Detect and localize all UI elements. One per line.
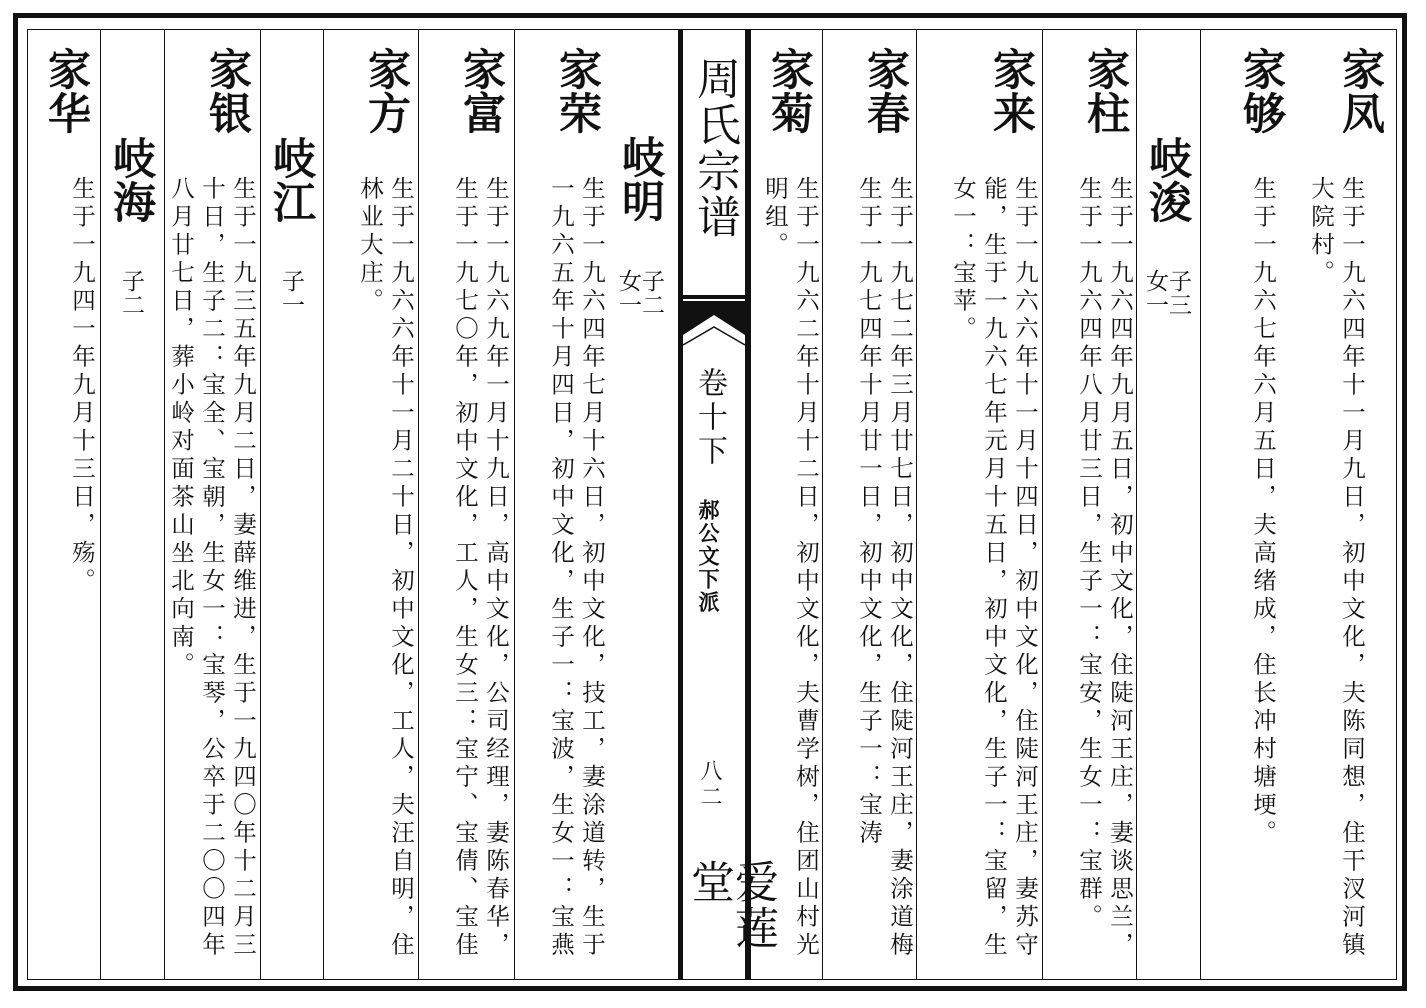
text-line: 生于一九七四年十月廿一日，初中文化，生子一：宝涛 [855, 176, 883, 848]
entry-text [165, 176, 258, 960]
text-line: 生于一九六四年七月十六日，初中文化，技工，妻涂道转，生于 [578, 176, 606, 960]
entry-jiazhu [1042, 29, 1136, 980]
entry-jiarong [514, 29, 610, 980]
entry-text [853, 176, 915, 960]
volume-label: 卷十下 [692, 367, 727, 469]
text-line: 大院村。 [1307, 176, 1335, 288]
text-line: 明组。 [761, 176, 789, 260]
text-line: 生于一九六七年六月五日，夫高绪成，住长冲村塘埂。 [1249, 176, 1277, 848]
text-line: 能，生于一九六七年元月十五日，初中文化，生子一：宝留，生 [980, 176, 1008, 960]
spine-rule-right [745, 29, 750, 980]
text-line: 十日，生子二：宝全、宝朝，生女一：宝琴，公卒于二〇〇四年 [198, 176, 226, 960]
entry-text [545, 176, 607, 960]
children-note [279, 269, 302, 317]
note-line: 女一 [1142, 269, 1168, 317]
entry-jiafang [323, 29, 418, 980]
text-line: 生于一九六四年十一月九日，初中文化，夫陈同想，住干汊河镇 [1338, 176, 1366, 960]
text-line: 林业大庄。 [356, 176, 384, 316]
entry-text [354, 176, 416, 960]
entry-text [66, 176, 97, 596]
entry-text [1247, 176, 1278, 848]
book-title: 周氏宗谱 [689, 56, 740, 240]
entry-jialai [916, 29, 1042, 980]
entry-qiming [610, 29, 678, 980]
text-line: 生于一九四一年九月十三日，殇。 [68, 176, 96, 596]
text-line: 女一：宝苹。 [949, 176, 977, 344]
text-line: 生于一九六六年十一月二十日，初中文化，工人，夫汪自明，住 [387, 176, 415, 960]
person-name: 家菊 [764, 47, 814, 135]
entry-jiahua [27, 29, 100, 980]
hall-name: 爱莲堂 [683, 859, 778, 951]
text-line: 生于一九六四年八月廿三日，生子一：宝安，生女一：宝群。 [1075, 176, 1103, 932]
children-note [1143, 269, 1189, 317]
person-name: 家柱 [1080, 47, 1130, 135]
generation-name: 岐江 [266, 136, 316, 224]
person-name: 家够 [1236, 47, 1286, 135]
fish-tail-mark-icon [678, 295, 750, 375]
note-line: 子二 [118, 269, 144, 317]
entry-qijiang [260, 29, 323, 980]
generation-name: 岐浚 [1142, 136, 1192, 224]
entry-text [1073, 176, 1135, 960]
entry-jiaju [750, 29, 822, 980]
note-line: 子二 [638, 269, 664, 317]
entry-jiachun [822, 29, 916, 980]
text-line: 生于一九六六年十一月十四日，初中文化，住陡河王庄，妻苏守 [1011, 176, 1039, 960]
entry-jiagou [1200, 29, 1294, 980]
entry-qihai [100, 29, 164, 980]
entry-qijun [1136, 29, 1200, 980]
note-line: 子三 [1165, 269, 1191, 317]
person-name: 家方 [361, 47, 411, 135]
entry-jiayin [164, 29, 260, 980]
text-line: 八月廿七日，葬小岭对面茶山坐北向南。 [167, 176, 195, 680]
text-line: 生于一九三五年九月二日，妻薛维进，生于一九四〇年十二月三 [229, 176, 257, 960]
entry-text [1305, 176, 1367, 960]
entry-text [759, 176, 821, 960]
branch-label: 郝公文下派 [696, 499, 721, 614]
entry-text [449, 176, 511, 960]
person-name: 家银 [202, 47, 252, 135]
text-line: 生于一九七〇年，初中文化，工人，生女三：宝宁、宝倩、宝佳 [451, 176, 479, 960]
person-name: 家富 [456, 47, 506, 135]
entry-jiafu [418, 29, 514, 980]
children-note [119, 269, 142, 317]
text-line: 生于一九六九年一月十九日，高中文化，公司经理，妻陈春华， [482, 176, 510, 960]
person-name: 家来 [986, 47, 1036, 135]
generation-name: 岐明 [615, 135, 665, 223]
person-name: 家荣 [552, 47, 602, 135]
page-number: 八二 [697, 759, 722, 811]
children-note [616, 269, 662, 317]
person-name: 家凤 [1335, 47, 1385, 135]
person-name: 家华 [41, 47, 91, 135]
generation-name: 岐海 [106, 136, 156, 224]
note-line: 女一 [615, 269, 641, 317]
text-line: 生于一九七二年三月廿七日，初中文化，住陡河王庄，妻涂道梅 [886, 176, 914, 960]
text-line: 生于一九六四年九月五日，初中文化，住陡河王庄，妻谈思兰， [1106, 176, 1134, 960]
text-line: 一九六五年十月四日，初中文化，生子一：宝波，生女一：宝燕 [547, 176, 575, 960]
entry-jiafeng [1294, 29, 1397, 980]
text-line: 生于一九六二年十月十二日，初中文化，夫曹学树，住团山村光 [792, 176, 820, 960]
person-name: 家春 [860, 47, 910, 135]
entry-text [947, 176, 1040, 960]
spine-rule-left [678, 29, 683, 980]
note-line: 子一 [278, 269, 304, 317]
